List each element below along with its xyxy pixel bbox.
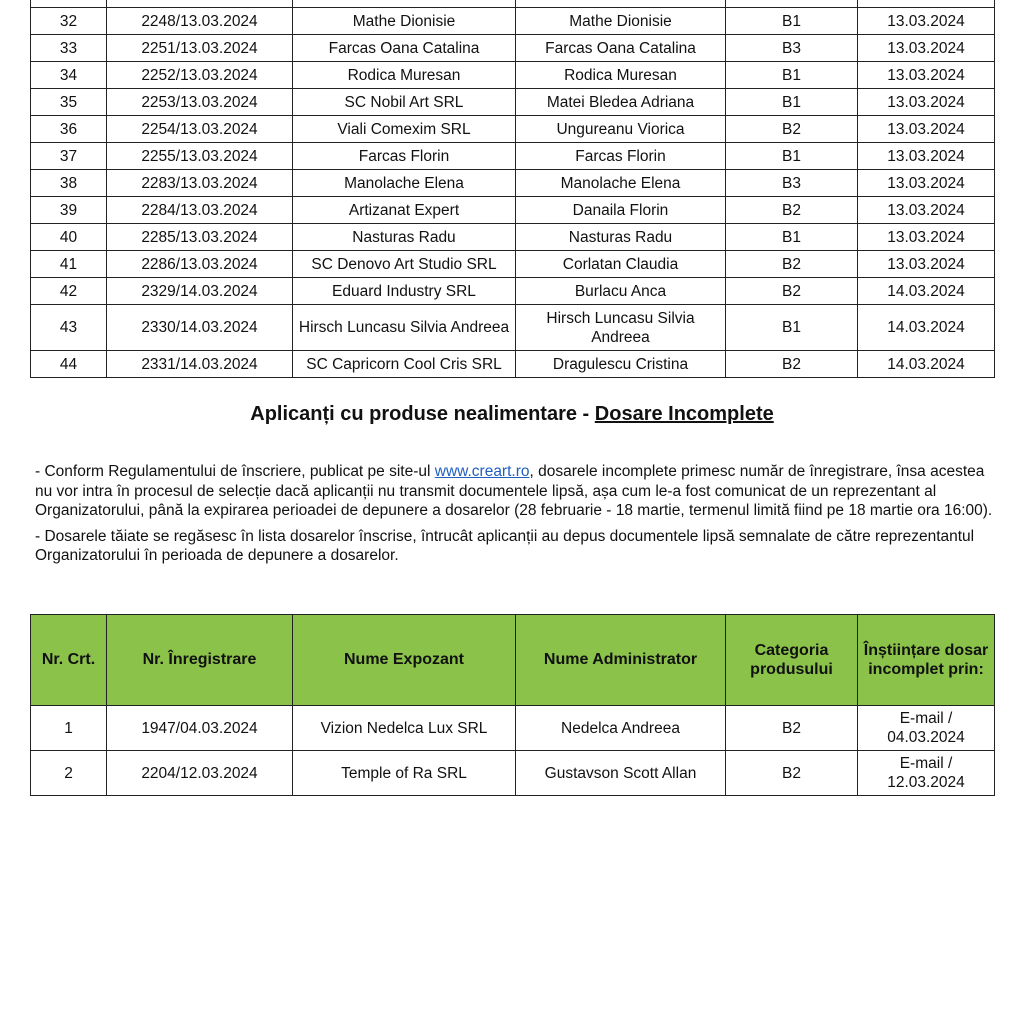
table-row — [31, 62, 995, 89]
date: 13.03.2024 — [858, 62, 995, 89]
product-category: B1 — [726, 8, 858, 35]
header-nr-crt: Nr. Crt. — [31, 615, 107, 706]
creart-website-link[interactable]: www.creart.ro — [434, 463, 530, 480]
row-number: 38 — [31, 170, 107, 197]
table-row — [31, 278, 995, 305]
row-number: 36 — [31, 116, 107, 143]
table-row — [31, 305, 995, 351]
exhibitor-name: SC Denovo Art Studio SRL — [293, 251, 516, 278]
note-paragraph-2: - Dosarele tăiate se regăsesc în lista dosarelor înscrise, întrucât aplicanții au depus documentele lipsă semnalate de către reprezentantul Organizatorului în perioada de depunere a dosarelor. — [35, 527, 975, 564]
administrator-name: Danaila Florin — [516, 197, 726, 224]
exhibitor-name: Mathe Dionisie — [293, 8, 516, 35]
note-1-text-after: , dosarele incomplete primesc număr de înregistrare, însa acestea nu vor intra în procesul de selecție dacă aplicanții nu transmit documentele lipsă, așa cum le-a fost comunicat de un reprezentant al Organizatorului, până la expirarea perioadei de depunere a dosarelor (28 februarie - 18 martie, termenul limită fiind pe 18 martie ora 16:00). — [35, 463, 993, 519]
registration-number: 2286/13.03.2024 — [107, 251, 293, 278]
exhibitor-name: SC Capricorn Cool Cris SRL — [293, 351, 516, 378]
header-nume-administrator: Nume Administrator — [516, 615, 726, 706]
exhibitor-name: Vizion Nedelca Lux SRL — [293, 706, 516, 751]
table-row — [31, 197, 995, 224]
row-number: 2 — [31, 751, 107, 796]
notes-block — [35, 462, 995, 572]
product-category: B2 — [726, 706, 858, 751]
administrator-name: Burlacu Anca — [516, 278, 726, 305]
header-nume-expozant: Nume Expozant — [293, 615, 516, 706]
table-row — [31, 351, 995, 378]
row-number: 41 — [31, 251, 107, 278]
registration-number: 2253/13.03.2024 — [107, 89, 293, 116]
section-title-main: Aplicanți cu produse nealimentare - — [250, 403, 595, 425]
exhibitor-name: Nasturas Radu — [293, 224, 516, 251]
note-1-text-before: - Conform Regulamentului de înscriere, publicat pe site-ul — [35, 463, 435, 480]
table-row — [31, 706, 995, 751]
exhibitor-name: Temple of Ra SRL — [293, 751, 516, 796]
table-row — [31, 35, 995, 62]
registration-number: 1947/04.03.2024 — [107, 706, 293, 751]
date: 13.03.2024 — [858, 251, 995, 278]
product-category: B1 — [726, 305, 858, 351]
administrator-name: Farcas Oana Catalina — [516, 35, 726, 62]
row-number: 33 — [31, 35, 107, 62]
date: 13.03.2024 — [858, 143, 995, 170]
product-category: B2 — [726, 251, 858, 278]
registration-number: 2254/13.03.2024 — [107, 116, 293, 143]
product-category: B2 — [726, 197, 858, 224]
administrator-name: Hirsch Luncasu Silvia Andreea — [516, 305, 726, 351]
registration-number: 2329/14.03.2024 — [107, 278, 293, 305]
table-row — [31, 116, 995, 143]
product-category: B1 — [726, 224, 858, 251]
table-row — [31, 8, 995, 35]
row-number: 32 — [31, 8, 107, 35]
row-number: 1 — [31, 706, 107, 751]
product-category: B2 — [726, 278, 858, 305]
administrator-name: Matei Bledea Adriana — [516, 89, 726, 116]
product-category: B2 — [726, 116, 858, 143]
row-number: 43 — [31, 305, 107, 351]
exhibitor-name: SC Nobil Art SRL — [293, 89, 516, 116]
table-header-row — [31, 615, 995, 706]
administrator-name: Nedelca Andreea — [516, 706, 726, 751]
section-title-underlined: Dosare Incomplete — [594, 403, 774, 425]
product-category: B1 — [726, 89, 858, 116]
header-instiintare: Înștiințare dosar incomplet prin: — [858, 615, 995, 706]
row-number: 37 — [31, 143, 107, 170]
administrator-name: Nasturas Radu — [516, 224, 726, 251]
product-category: B2 — [726, 351, 858, 378]
row-number: 42 — [31, 278, 107, 305]
registration-number: 2331/14.03.2024 — [107, 351, 293, 378]
notification: E-mail / 12.03.2024 — [858, 751, 995, 796]
administrator-name: Mathe Dionisie — [516, 8, 726, 35]
incomplete-applications-table — [30, 614, 995, 796]
exhibitor-name: Rodica Muresan — [293, 62, 516, 89]
registration-number: 2330/14.03.2024 — [107, 305, 293, 351]
notification: E-mail / 04.03.2024 — [858, 706, 995, 751]
row-number: 44 — [31, 351, 107, 378]
header-nr-inregistrare: Nr. Înregistrare — [107, 615, 293, 706]
section-title — [0, 403, 1024, 426]
exhibitor-name: Hirsch Luncasu Silvia Andreea — [293, 305, 516, 351]
registration-number: 2285/13.03.2024 — [107, 224, 293, 251]
registration-number: 2248/13.03.2024 — [107, 8, 293, 35]
header-categoria-produsului: Categoria produsului — [726, 615, 858, 706]
table-row — [31, 170, 995, 197]
date: 13.03.2024 — [858, 197, 995, 224]
exhibitor-name: Farcas Oana Catalina — [293, 35, 516, 62]
registration-number: 2251/13.03.2024 — [107, 35, 293, 62]
exhibitor-name: Artizanat Expert — [293, 197, 516, 224]
exhibitor-name: Manolache Elena — [293, 170, 516, 197]
exhibitor-name: Farcas Florin — [293, 143, 516, 170]
complete-applications-table — [30, 0, 995, 378]
table-row — [31, 224, 995, 251]
administrator-name: Corlatan Claudia — [516, 251, 726, 278]
note-paragraph-1 — [35, 462, 995, 521]
administrator-name: Dragulescu Cristina — [516, 351, 726, 378]
product-category: B1 — [726, 62, 858, 89]
row-number: 34 — [31, 62, 107, 89]
product-category: B3 — [726, 35, 858, 62]
table-row — [31, 0, 995, 8]
date: 13.03.2024 — [858, 170, 995, 197]
registration-number: 2283/13.03.2024 — [107, 170, 293, 197]
registration-number: 2284/13.03.2024 — [107, 197, 293, 224]
date: 13.03.2024 — [858, 116, 995, 143]
table-row — [31, 751, 995, 796]
date: 14.03.2024 — [858, 278, 995, 305]
administrator-name: Gustavson Scott Allan — [516, 751, 726, 796]
product-category: B1 — [726, 143, 858, 170]
product-category: B2 — [726, 751, 858, 796]
row-number: 39 — [31, 197, 107, 224]
product-category: B3 — [726, 170, 858, 197]
row-number: 40 — [31, 224, 107, 251]
date: 13.03.2024 — [858, 8, 995, 35]
registration-number: 2255/13.03.2024 — [107, 143, 293, 170]
exhibitor-name: Eduard Industry SRL — [293, 278, 516, 305]
row-number: 35 — [31, 89, 107, 116]
date: 13.03.2024 — [858, 89, 995, 116]
date: 14.03.2024 — [858, 305, 995, 351]
registration-number: 2204/12.03.2024 — [107, 751, 293, 796]
table-row — [31, 251, 995, 278]
administrator-name: Manolache Elena — [516, 170, 726, 197]
date: 13.03.2024 — [858, 35, 995, 62]
administrator-name: Ungureanu Viorica — [516, 116, 726, 143]
table-row — [31, 89, 995, 116]
administrator-name: Farcas Florin — [516, 143, 726, 170]
exhibitor-name: Viali Comexim SRL — [293, 116, 516, 143]
date: 13.03.2024 — [858, 224, 995, 251]
table-row — [31, 143, 995, 170]
date: 14.03.2024 — [858, 351, 995, 378]
registration-number: 2252/13.03.2024 — [107, 62, 293, 89]
administrator-name: Rodica Muresan — [516, 62, 726, 89]
